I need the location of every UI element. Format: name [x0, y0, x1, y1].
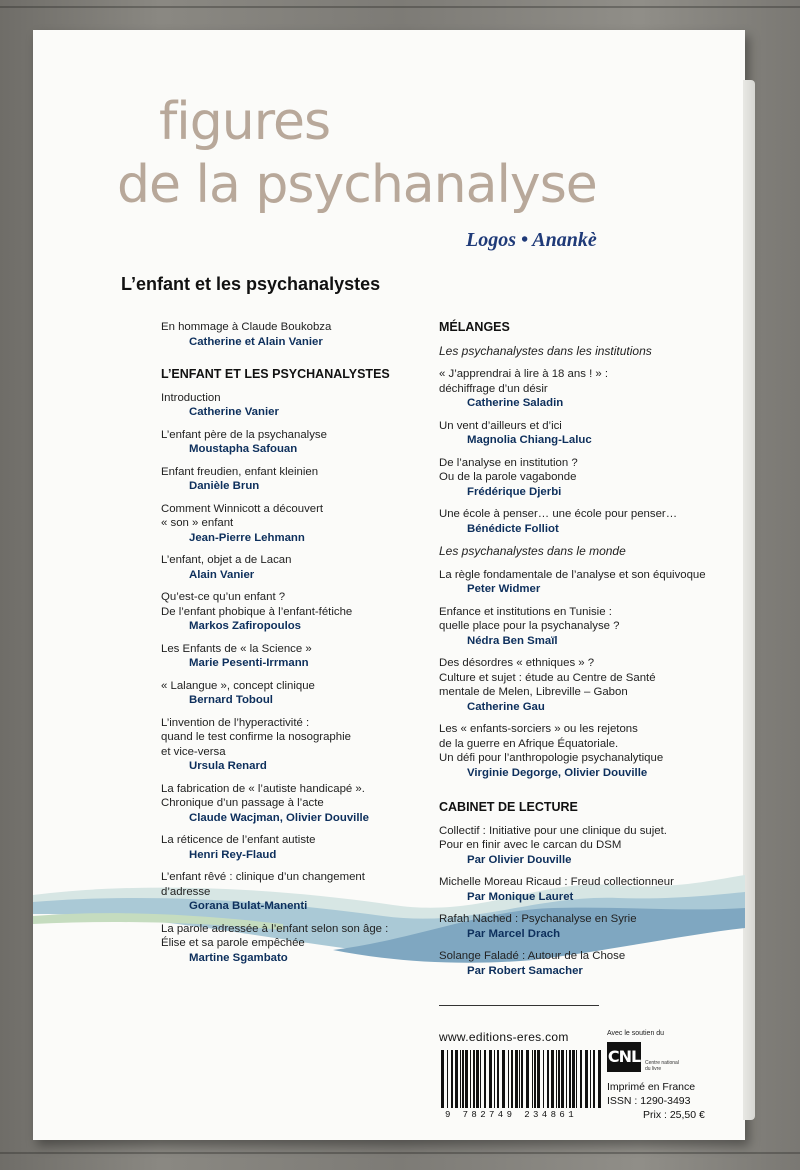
entry-author: Peter Widmer — [467, 583, 541, 595]
entry-title-line: Les Enfants de « la Science » — [161, 642, 312, 655]
contents-entry — [161, 553, 451, 582]
barcode-bar — [532, 1050, 533, 1108]
contents-entry — [439, 722, 749, 780]
entry-author: Nédra Ben Smaïl — [467, 634, 558, 647]
barcode-bar — [585, 1050, 588, 1108]
contents-entry — [439, 605, 749, 649]
entry-title-line: Culture et sujet : étude au Centre de Santé — [439, 671, 656, 684]
entry-author: Gorana Bulat-Manenti — [189, 900, 308, 912]
barcode-bar — [489, 1050, 492, 1108]
contents-entry — [161, 782, 451, 826]
entry-author: Marie Pesenti-Irrmann — [189, 657, 309, 669]
entry-author: Magnolia Chiang-Laluc — [467, 434, 592, 446]
book-back-cover — [33, 30, 745, 1140]
barcode-bar — [462, 1050, 464, 1108]
barcode-bar — [494, 1050, 495, 1108]
entry-title-line: La règle fondamentale de l’analyse et son équivoque — [439, 568, 706, 581]
barcode-bar — [580, 1050, 582, 1108]
entry-title-line: L’enfant rêvé : clinique d’un changement — [161, 871, 365, 883]
barcode-bar — [521, 1050, 523, 1108]
entry-title-line: De l’analyse en institution ? — [439, 456, 578, 469]
barcode-bar — [590, 1050, 591, 1108]
contents-entry — [161, 391, 451, 420]
barcode-bar — [455, 1050, 458, 1108]
publisher-website: www.editions-eres.com — [439, 1030, 569, 1044]
barcode-bar — [508, 1050, 509, 1108]
entry-title-line: mentale de Melen, Libreville – Gabon — [439, 686, 628, 698]
entry-title-line: et vice-versa — [161, 745, 226, 758]
contents-entry — [161, 428, 451, 457]
entry-author: Catherine Gau — [467, 700, 545, 713]
entry-title-line: De l’enfant phobique à l’enfant-fétiche — [161, 605, 353, 618]
contents-entry — [439, 568, 749, 597]
contents-entry — [161, 679, 451, 708]
right-entries-list — [439, 824, 749, 979]
entry-title-line: déchiffrage d’un désir — [439, 382, 548, 395]
contents-entry — [439, 912, 749, 941]
barcode-bar — [569, 1050, 571, 1108]
barcode-bar — [511, 1050, 513, 1108]
barcode-bar — [566, 1050, 567, 1108]
contents-entry — [161, 833, 451, 862]
entry-author: Claude Wacjman, Olivier Douville — [189, 811, 369, 824]
contents-right-column — [439, 320, 749, 986]
contents-entry — [439, 875, 749, 904]
right-entries-list — [439, 367, 749, 536]
barcode-bar — [547, 1050, 549, 1108]
entry-title-line: de la guerre en Afrique Équatoriale. — [439, 737, 619, 750]
section-heading: L’ENFANT ET LES PSYCHANALYSTES — [161, 367, 390, 381]
barcode-bar — [480, 1050, 481, 1108]
entry-author: Frédérique Djerbi — [467, 485, 562, 498]
entry-author: Markos Zafiropoulos — [189, 620, 302, 632]
barcode-bar — [460, 1050, 461, 1108]
section-heading: CABINET DE LECTURE — [439, 800, 578, 814]
barcode-bar — [551, 1050, 554, 1108]
entry-title-line: Solange Faladé : Autour de la Chose — [439, 950, 626, 962]
contents-entry — [161, 465, 451, 494]
barcode-bar — [465, 1050, 468, 1108]
barcode-bar — [561, 1050, 564, 1108]
cnl-logo-subtitle: Centre national du livre — [645, 1060, 679, 1072]
barcode-bar — [526, 1050, 529, 1108]
entry-title-line: Élise et sa parole empêchée — [161, 937, 305, 949]
barcode-bar — [502, 1050, 505, 1108]
contents-entry — [439, 507, 749, 536]
footer-divider — [439, 1005, 599, 1006]
contents-left-column — [161, 320, 451, 973]
entry-author: Jean-Pierre Lehmann — [189, 531, 305, 544]
entry-author: Par Olivier Douville — [467, 853, 572, 866]
series-title-line2: de la psychanalyse — [117, 155, 597, 215]
barcode-bar — [556, 1050, 557, 1108]
series-title-line1: figures — [159, 92, 331, 152]
barcode-bar — [543, 1050, 544, 1108]
floor-plank-seam — [0, 6, 800, 8]
entry-title-line: « J’apprendrai à lire à 18 ans ! » : — [439, 368, 609, 380]
entry-title-line: « son » enfant — [161, 517, 234, 529]
entry-title-line: « Lalangue », concept clinique — [161, 679, 315, 692]
entry-author: Bénédicte Folliot — [467, 522, 559, 535]
contents-entry — [161, 716, 451, 774]
cnl-logo: CNL — [607, 1042, 641, 1072]
floor-plank-seam — [0, 1152, 800, 1154]
cnl-caption: Avec le soutien du — [607, 1030, 665, 1037]
entry-title-line: Un vent d’ailleurs et d’ici — [439, 419, 562, 432]
entry-author: Danièle Brun — [189, 480, 260, 492]
barcode-bar — [537, 1050, 540, 1108]
entry-title-line: Enfant freudien, enfant kleinien — [161, 465, 319, 478]
entry-author: Henri Rey-Flaud — [189, 848, 277, 861]
entry-author: Ursula Renard — [189, 760, 267, 772]
entry-title-line: Collectif : Initiative pour une clinique du sujet. — [439, 824, 667, 837]
barcode-bar — [519, 1050, 520, 1108]
entry-title-line: quand le test confirme la nosographie — [161, 731, 351, 743]
entry-title-line: L’enfant, objet a de Lacan — [161, 554, 292, 566]
contents-entry — [161, 590, 451, 634]
barcode-bar — [598, 1050, 601, 1108]
entry-author: Virginie Degorge, Olivier Douville — [467, 766, 648, 779]
barcode-bar — [484, 1050, 486, 1108]
barcode-bar — [576, 1050, 577, 1108]
issue-title: L’enfant et les psychanalystes — [121, 274, 381, 294]
contents-entry — [439, 367, 749, 411]
printed-in: Imprimé en France — [607, 1081, 696, 1093]
contents-entry — [161, 642, 451, 671]
section-heading: MÉLANGES — [439, 320, 510, 334]
entry-author: Catherine et Alain Vanier — [189, 335, 323, 348]
barcode-bar — [534, 1050, 536, 1108]
barcode-bar — [558, 1050, 560, 1108]
entry-title-line: Les « enfants-sorciers » ou les rejetons — [439, 723, 638, 735]
barcode-bar — [497, 1050, 499, 1108]
entry-title-line: La fabrication de « l’autiste handicapé ». — [161, 782, 365, 795]
tribute-entry — [161, 320, 451, 349]
entry-author: Catherine Vanier — [189, 406, 279, 418]
price: Prix : 25,50 € — [643, 1109, 705, 1121]
issn: ISSN : 1290-3493 — [607, 1095, 691, 1107]
entry-title-line: L’invention de l’hyperactivité : — [161, 716, 310, 729]
entry-title-line: Des désordres « ethniques » ? — [439, 657, 595, 669]
entry-title-line: Pour en finir avec le carcan du DSM — [439, 839, 622, 851]
barcode-bar — [441, 1050, 444, 1108]
contents-entry — [439, 824, 749, 868]
contents-entry — [439, 456, 749, 500]
entry-author: Par Marcel Drach — [467, 927, 561, 940]
barcode-bar — [515, 1050, 518, 1108]
barcode-number: 9 782749 234861 — [445, 1110, 578, 1120]
barcode-bar — [473, 1050, 475, 1108]
publisher-imprint: Logos • Anankè — [466, 229, 597, 251]
isbn-barcode — [439, 1050, 604, 1108]
entry-author: Martine Sgambato — [189, 951, 288, 964]
entry-title-line: Un défi pour l’anthropologie psychanalytique — [439, 752, 664, 764]
contents-entry — [439, 949, 749, 978]
contents-entry — [161, 502, 451, 546]
entry-title-line: La réticence de l’enfant autiste — [161, 834, 316, 846]
barcode-bar — [593, 1050, 595, 1108]
contents-entry — [439, 656, 749, 714]
barcode-bar — [470, 1050, 471, 1108]
entry-title-line: quelle place pour la psychanalyse ? — [439, 620, 620, 632]
subsection-heading: Les psychanalystes dans les institutions — [439, 343, 652, 358]
contents-entry — [161, 922, 451, 966]
entry-title: En hommage à Claude Boukobza — [161, 321, 332, 333]
right-entries-list — [439, 568, 749, 781]
entry-title-line: Rafah Nached : Psychanalyse en Syrie — [439, 913, 637, 925]
entry-author: Catherine Saladin — [467, 397, 564, 409]
barcode-bar — [451, 1050, 453, 1108]
imprint-block — [607, 1080, 705, 1122]
entry-title-line: Qu’est-ce qu’un enfant ? — [161, 591, 286, 603]
entry-title-line: Comment Winnicott a découvert — [161, 502, 324, 515]
entry-title-line: Une école à penser… une école pour penser… — [439, 508, 678, 520]
contents-entry — [161, 870, 451, 914]
entry-title-line: Michelle Moreau Ricaud : Freud collectionneur — [439, 876, 674, 888]
entry-author: Moustapha Safouan — [189, 443, 298, 455]
contents-entry — [439, 419, 749, 448]
barcode-bar — [572, 1050, 575, 1108]
left-entries-list — [161, 391, 451, 966]
barcode-bar — [476, 1050, 479, 1108]
entry-title-line: L’enfant père de la psychanalyse — [161, 428, 327, 441]
entry-author: Par Monique Lauret — [467, 890, 574, 903]
entry-title-line: Ou de la parole vagabonde — [439, 471, 577, 483]
entry-title-line: Chronique d’un passage à l’acte — [161, 797, 324, 809]
entry-author: Par Robert Samacher — [467, 964, 583, 977]
entry-title-line: Introduction — [161, 391, 221, 404]
barcode-bar — [447, 1050, 448, 1108]
entry-author: Alain Vanier — [189, 568, 255, 581]
entry-title-line: La parole adressée à l’enfant selon son âge : — [161, 922, 389, 935]
entry-title-line: Enfance et institutions en Tunisie : — [439, 605, 612, 618]
entry-author: Bernard Toboul — [189, 694, 273, 706]
entry-title-line: d’adresse — [161, 885, 211, 898]
subsection-heading: Les psychanalystes dans le monde — [439, 544, 626, 558]
